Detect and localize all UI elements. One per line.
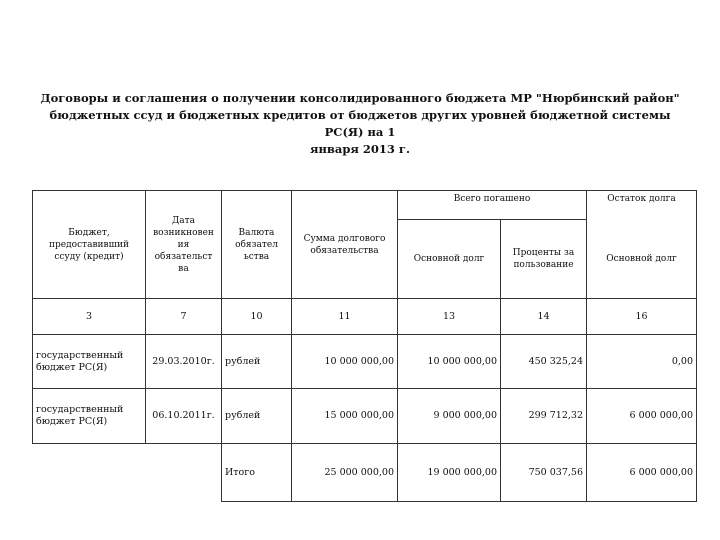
debt-table <box>32 190 697 502</box>
row-budget: государственный бюджет РС(Я) <box>33 389 146 444</box>
row-principal: 10 000 000,00 <box>398 335 501 389</box>
table-row <box>33 335 697 389</box>
table-row <box>33 389 697 444</box>
total-interest: 750 037,56 <box>501 444 587 502</box>
row-currency: рублей <box>222 389 292 444</box>
header-interest: Проценты за пользование <box>501 220 587 299</box>
header-principal: Основной долг <box>398 220 501 299</box>
row-date: 06.10.2011г. <box>146 389 222 444</box>
row-date: 29.03.2010г. <box>146 335 222 389</box>
title-line-3: января 2013 г. <box>310 142 410 156</box>
header-remaining-principal: Основной долг <box>587 220 697 299</box>
title-line-2: бюджетных ссуд и бюджетных кредитов от бюджетов других уровней бюджетной системы РС(Я) на 1 <box>49 108 671 139</box>
row-remaining: 6 000 000,00 <box>587 389 697 444</box>
total-row <box>33 444 697 502</box>
column-number-row <box>33 299 697 335</box>
header-remaining-group: Остаток долга <box>587 191 697 220</box>
column-number: 11 <box>292 299 398 335</box>
row-sum: 15 000 000,00 <box>292 389 398 444</box>
column-number: 7 <box>146 299 222 335</box>
header-budget: Бюджет, предоставивший ссуду (кредит) <box>33 191 146 299</box>
row-principal: 9 000 000,00 <box>398 389 501 444</box>
title-line-1: Договоры и соглашения о получении консолидированного бюджета МР "Нюрбинский район" <box>40 91 680 105</box>
column-number: 14 <box>501 299 587 335</box>
total-sum: 25 000 000,00 <box>292 444 398 502</box>
row-sum: 10 000 000,00 <box>292 335 398 389</box>
row-remaining: 0,00 <box>587 335 697 389</box>
row-budget: государственный бюджет РС(Я) <box>33 335 146 389</box>
column-number: 16 <box>587 299 697 335</box>
header-currency: Валюта обязател ьства <box>222 191 292 299</box>
row-currency: рублей <box>222 335 292 389</box>
column-number: 3 <box>33 299 146 335</box>
row-interest: 450 325,24 <box>501 335 587 389</box>
header-row-group <box>33 191 697 220</box>
total-remaining: 6 000 000,00 <box>587 444 697 502</box>
row-interest: 299 712,32 <box>501 389 587 444</box>
header-repaid-group: Всего погашено <box>398 191 587 220</box>
header-date: Дата возникновен ия обязательст ва <box>146 191 222 299</box>
total-label: Итого <box>222 444 292 502</box>
total-principal: 19 000 000,00 <box>398 444 501 502</box>
column-number: 13 <box>398 299 501 335</box>
column-number: 10 <box>222 299 292 335</box>
document-title <box>36 90 684 158</box>
header-sum: Сумма долгового обязательства <box>292 191 398 299</box>
